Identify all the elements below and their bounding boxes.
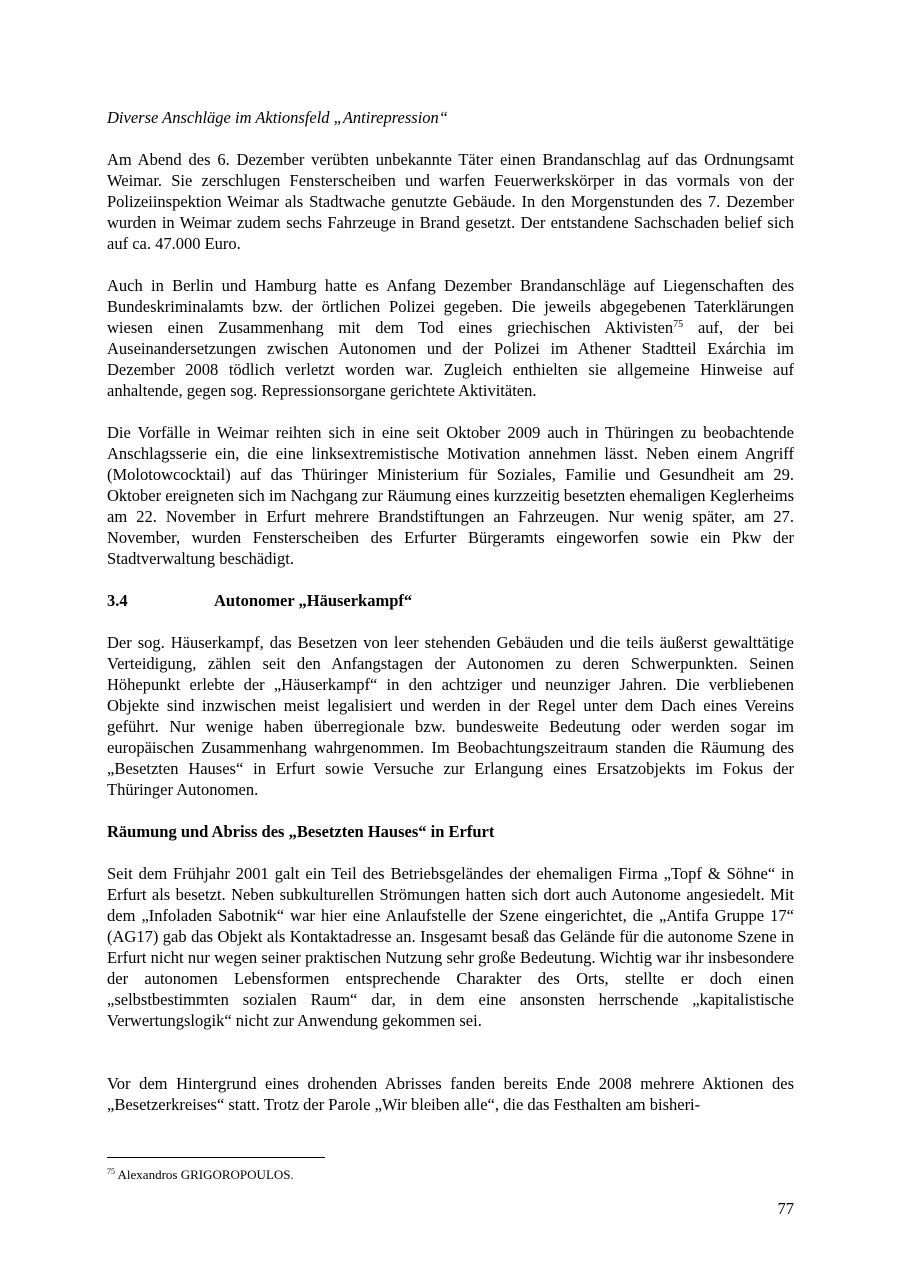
- footnote: [107, 1166, 294, 1183]
- footnote-separator: [107, 1157, 325, 1158]
- footnote-text: Alexandros GRIGOROPOULOS.: [115, 1167, 294, 1182]
- page-number: 77: [777, 1199, 794, 1218]
- paragraph-haeuserkampf: Der sog. Häuserkampf, das Besetzen von leer stehenden Gebäuden und die teils äußerst gewalttätige Verteidigung, zählen seit den Anfangstagen der Autonomen zu deren Schwerpunkten. Seinen Höhepunkt erlebte der „Häuserkampf“ in den achtziger und neunziger Jahren. Die verbliebenen Objekte sind inzwischen meist legalisiert und werden in der Regel unter dem Dach eines Vereins geführt. Nur wenige haben überregionale bzw. bundesweite Bedeutung oder werden sogar im europäischen Zusammenhang wahrgenommen. Im Beobachtungszeitraum standen die Räumung des „Besetzten Hauses“ in Erfurt sowie Versuche zur Erlangung eines Ersatzobjekts im Fokus der Thüringer Autonomen.: [107, 633, 794, 799]
- paragraph-thuringia-series: Die Vorfälle in Weimar reihten sich in eine seit Oktober 2009 auch in Thüringen zu beobachtende Anschlagsserie ein, die eine linksextremistische Motivation annehmen lässt. Neben einem Angriff (Molotowcocktail) auf das Thüringer Ministerium für Soziales, Familie und Gesundheit am 29. Oktober ereigneten sich im Nachgang zur Räumung eines kurzzeitig besetzten ehemaligen Keglerheims am 22. November in Erfurt mehrere Brandstiftungen an Fahrzeugen. Nur wenig später, am 27. November, wurden Fensterscheiben des Erfurter Bürgeramts eingeworfen sowie ein Pkw der Stadtverwaltung beschädigt.: [107, 423, 794, 568]
- footnote-number: 75: [107, 1167, 115, 1176]
- section-heading-3-4: [107, 590, 794, 611]
- paragraph-weimar-attack: Am Abend des 6. Dezember verübten unbekannte Täter einen Brandanschlag auf das Ordnungsamt Weimar. Sie zerschlugen Fensterscheiben und warfen Feuerwerkskörper in das vormals von der Polizeiinspektion Weimar als Stadtwache genutzte Gebäude. In den Morgenstunden des 7. Dezember wurden in Weimar zudem sechs Fahrzeuge in Brand gesetzt. Der entstandene Sachschaden belief sich auf ca. 47.000 Euro.: [107, 150, 794, 253]
- paragraph-berlin-hamburg: [107, 275, 794, 401]
- paragraph-raeumung-1: Seit dem Frühjahr 2001 galt ein Teil des Betriebsgeländes der ehemaligen Firma „Topf & Söhne“ in Erfurt als besetzt. Neben subkulturellen Strömungen hatten sich dort auch Autonome angesiedelt. Mit dem „Infoladen Sabotnik“ war hier eine Anlaufstelle der Szene eingerichtet, die „Antifa Gruppe 17“ (AG17) gab das Objekt als Kontaktadresse an. Insgesamt besaß das Gelände für die autonome Szene in Erfurt nicht nur wegen seiner praktischen Nutzung sehr große Bedeutung. Wichtig war ihr insbesondere der autonomen Lebensformen entsprechende Charakter des Orts, stellte er doch einen „selbstbestimmten sozialen Raum“ dar, in dem eine ansonsten herrschende „kapitalistische Verwertungslogik“ nicht zur Anwendung gekommen sei.: [107, 864, 794, 1030]
- section-title-italic: Diverse Anschläge im Aktionsfeld „Antirepression“: [107, 108, 448, 127]
- section-heading-title: Autonomer „Häuserkampf“: [214, 591, 413, 610]
- subheading-raeumung: Räumung und Abriss des „Besetzten Hauses“ in Erfurt: [107, 822, 495, 841]
- section-number: 3.4: [107, 591, 128, 610]
- paragraph-raeumung-2: Vor dem Hintergrund eines drohenden Abrisses fanden bereits Ende 2008 mehrere Aktionen des „Besetzerkreises“ statt. Trotz der Parole „Wir bleiben alle“, die das Festhalten am bisheri-: [107, 1074, 794, 1114]
- paragraph-text: Auch in Berlin und Hamburg hatte es Anfang Dezember Brandanschläge auf Liegenschaften des Bundeskriminalamts bzw. der örtlichen Polizei gegeben. Die jeweils abgegebenen Taterklärungen wiesen einen Zusammenhang mit dem Tod eines griechischen Aktivisten: [107, 276, 794, 337]
- paragraph-text: auf, der bei Auseinandersetzungen zwischen Autonomen und der Polizei im Athener Stadtteil Exárchia im Dezember 2008 tödlich verletzt worden war. Zugleich enthielten sie allgemeine Hinweise auf anhaltende, gegen sog. Repressionsorgane gerichtete Aktivitäten.: [107, 318, 794, 400]
- footnote-reference[interactable]: 75: [673, 319, 684, 330]
